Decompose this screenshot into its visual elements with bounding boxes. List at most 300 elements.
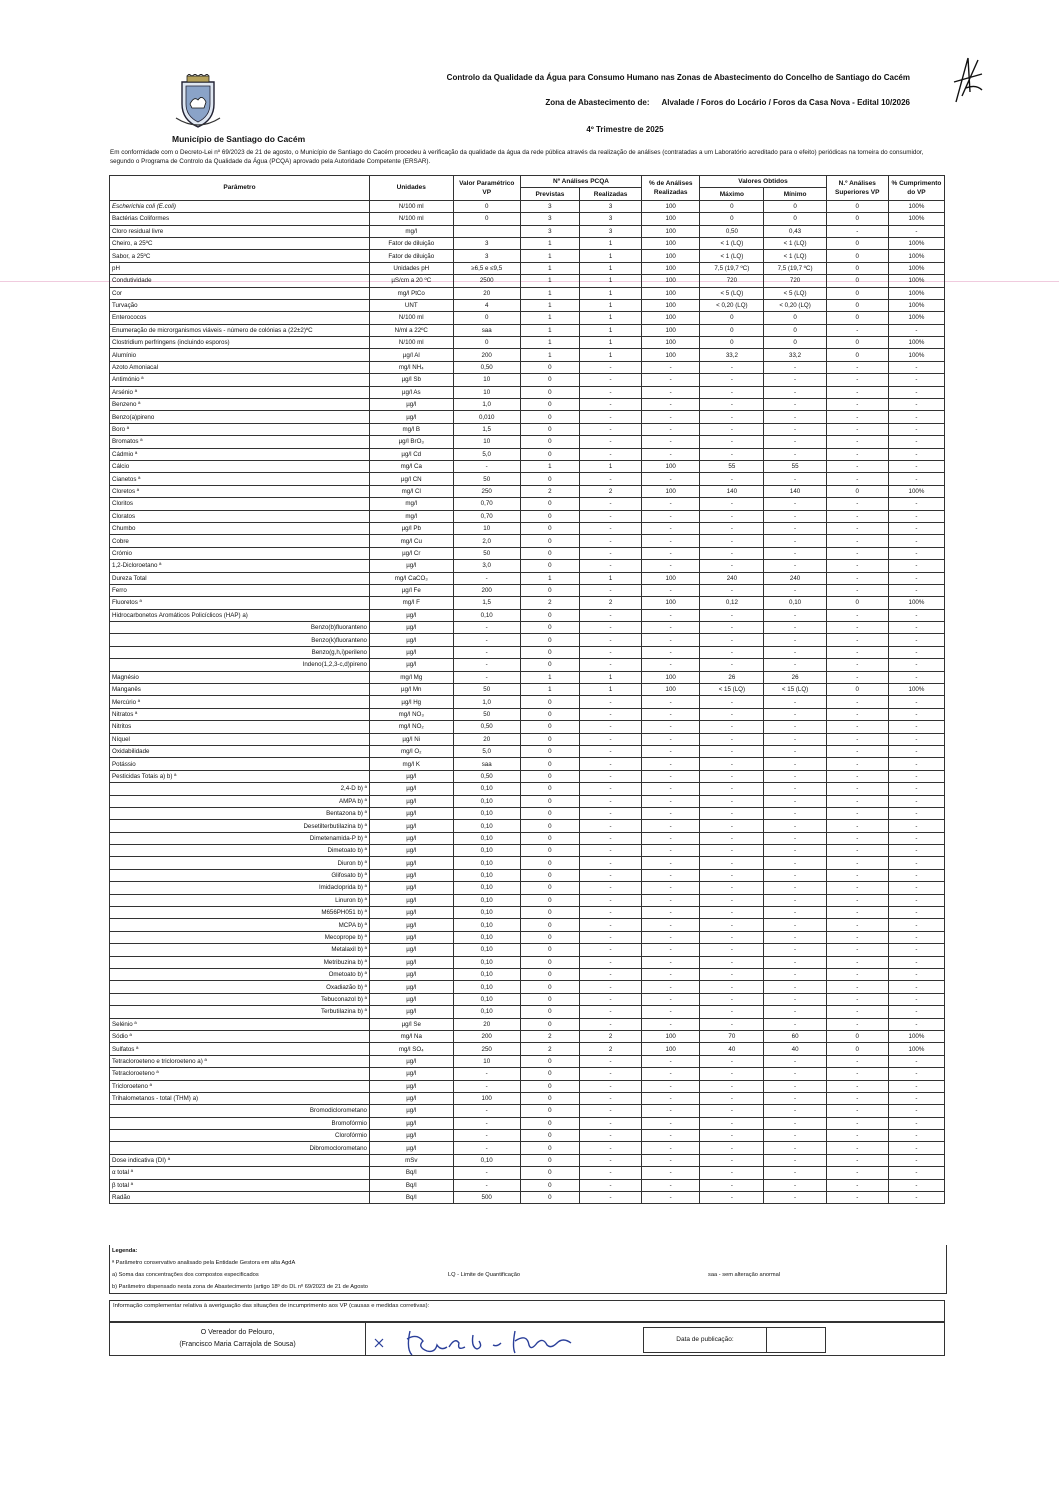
units-cell: µg/l xyxy=(369,1006,453,1018)
pct-cell: - xyxy=(642,622,700,634)
table-row xyxy=(110,213,945,225)
pct-cell: - xyxy=(642,1192,700,1204)
compliance-cell: - xyxy=(888,993,944,1005)
units-cell: µS/cm a 20 ºC xyxy=(369,275,453,287)
min-cell: - xyxy=(764,1179,826,1191)
vp-cell: - xyxy=(453,1179,520,1191)
parameter-cell: Dose indicativa (DI) ª xyxy=(110,1154,370,1166)
col-header-vp: Valor Paramétrico VP xyxy=(453,176,520,201)
legend-note-sum: a) Soma das concentrações dos compostos especificados xyxy=(112,1272,259,1278)
parameter-cell: Desetilterbutilazina b) ª xyxy=(110,820,370,832)
pct-cell: - xyxy=(642,882,700,894)
max-cell: - xyxy=(700,448,764,460)
compliance-cell: - xyxy=(888,894,944,906)
above-vp-cell: - xyxy=(826,882,888,894)
pct-cell: - xyxy=(642,498,700,510)
vp-cell: 10 xyxy=(453,374,520,386)
table-row xyxy=(110,1006,945,1018)
compliance-cell: - xyxy=(888,1167,944,1179)
vp-cell: 0,50 xyxy=(453,361,520,373)
performed-cell: - xyxy=(579,745,641,757)
max-cell: - xyxy=(700,547,764,559)
min-cell: - xyxy=(764,708,826,720)
table-row xyxy=(110,250,945,262)
max-cell: - xyxy=(700,981,764,993)
vp-cell: 50 xyxy=(453,708,520,720)
performed-cell: - xyxy=(579,820,641,832)
parameter-cell: Cianetos ª xyxy=(110,473,370,485)
units-cell: mg/l xyxy=(369,225,453,237)
pct-cell: - xyxy=(642,832,700,844)
vp-cell: 0,10 xyxy=(453,820,520,832)
pct-cell: - xyxy=(642,845,700,857)
vp-cell: 0,10 xyxy=(453,981,520,993)
table-row xyxy=(110,1018,945,1030)
compliance-cell: 100% xyxy=(888,275,944,287)
compliance-cell: - xyxy=(888,448,944,460)
units-cell: N/ml a 22ºC xyxy=(369,324,453,336)
units-cell: µg/l xyxy=(369,869,453,881)
above-vp-cell: - xyxy=(826,1055,888,1067)
table-row xyxy=(110,708,945,720)
compliance-cell: 100% xyxy=(888,1030,944,1042)
performed-cell: - xyxy=(579,993,641,1005)
parameter-cell: Dimetenamida-P b) ª xyxy=(110,832,370,844)
planned-cell: 0 xyxy=(520,1055,579,1067)
max-cell: < 0,20 (LQ) xyxy=(700,299,764,311)
compliance-cell: - xyxy=(888,981,944,993)
performed-cell: - xyxy=(579,659,641,671)
planned-cell: 1 xyxy=(520,237,579,249)
max-cell: - xyxy=(700,832,764,844)
min-cell: - xyxy=(764,820,826,832)
performed-cell: - xyxy=(579,609,641,621)
parameter-cell: M656PH051 b) ª xyxy=(110,907,370,919)
units-cell: N/100 ml xyxy=(369,312,453,324)
compliance-cell: - xyxy=(888,758,944,770)
vp-cell: 20 xyxy=(453,1018,520,1030)
parameter-cell: Cloretos ª xyxy=(110,485,370,497)
pct-cell: - xyxy=(642,1068,700,1080)
above-vp-cell: - xyxy=(826,1192,888,1204)
planned-cell: 0 xyxy=(520,857,579,869)
compliance-cell: - xyxy=(888,708,944,720)
compliance-cell: - xyxy=(888,907,944,919)
max-cell: - xyxy=(700,907,764,919)
units-cell: µg/l Hg xyxy=(369,696,453,708)
parameter-cell: Pesticidas Totais a) b) ª xyxy=(110,770,370,782)
vp-cell: - xyxy=(453,460,520,472)
min-cell: 40 xyxy=(764,1043,826,1055)
max-cell: - xyxy=(700,1068,764,1080)
above-vp-cell: 0 xyxy=(826,213,888,225)
units-cell: mg/l B xyxy=(369,423,453,435)
compliance-cell: - xyxy=(888,436,944,448)
zone-label: Zona de Abastecimento de: xyxy=(545,98,650,107)
planned-cell: 1 xyxy=(520,671,579,683)
units-cell: µg/l xyxy=(369,634,453,646)
min-cell: - xyxy=(764,882,826,894)
planned-cell: 0 xyxy=(520,411,579,423)
parameter-cell: Alumínio xyxy=(110,349,370,361)
compliance-cell: - xyxy=(888,931,944,943)
above-vp-cell: - xyxy=(826,547,888,559)
parameter-cell: Tetracloroeteno ª xyxy=(110,1068,370,1080)
compliance-cell: 100% xyxy=(888,237,944,249)
above-vp-cell: - xyxy=(826,956,888,968)
max-cell: 26 xyxy=(700,671,764,683)
units-cell: µg/l xyxy=(369,832,453,844)
min-cell: - xyxy=(764,931,826,943)
planned-cell: 1 xyxy=(520,349,579,361)
above-vp-cell: - xyxy=(826,981,888,993)
above-vp-cell: - xyxy=(826,473,888,485)
performed-cell: - xyxy=(579,560,641,572)
compliance-cell: - xyxy=(888,969,944,981)
units-cell: mg/l xyxy=(369,498,453,510)
vp-cell: 0,70 xyxy=(453,510,520,522)
compliance-cell: - xyxy=(888,560,944,572)
vp-cell: 0,10 xyxy=(453,931,520,943)
compliance-cell: - xyxy=(888,857,944,869)
pct-cell: 100 xyxy=(642,287,700,299)
vp-cell: saa xyxy=(453,324,520,336)
above-vp-cell: - xyxy=(826,708,888,720)
min-cell: - xyxy=(764,386,826,398)
min-cell: < 5 (LQ) xyxy=(764,287,826,299)
above-vp-cell: 0 xyxy=(826,200,888,212)
above-vp-cell: - xyxy=(826,1080,888,1092)
min-cell: - xyxy=(764,721,826,733)
planned-cell: 0 xyxy=(520,758,579,770)
performed-cell: 2 xyxy=(579,1043,641,1055)
performed-cell: - xyxy=(579,1142,641,1154)
table-row xyxy=(110,696,945,708)
max-cell: - xyxy=(700,436,764,448)
planned-cell: 0 xyxy=(520,386,579,398)
compliance-cell: - xyxy=(888,498,944,510)
compliance-cell: 100% xyxy=(888,337,944,349)
table-row xyxy=(110,969,945,981)
compliance-cell: - xyxy=(888,535,944,547)
planned-cell: 0 xyxy=(520,820,579,832)
signatory-block xyxy=(110,1323,366,1355)
compliance-cell: 100% xyxy=(888,485,944,497)
max-cell: - xyxy=(700,498,764,510)
units-cell: µg/l xyxy=(369,993,453,1005)
table-row xyxy=(110,832,945,844)
vp-cell: 20 xyxy=(453,287,520,299)
parameter-cell: Nitratos ª xyxy=(110,708,370,720)
units-cell: mg/l K xyxy=(369,758,453,770)
planned-cell: 0 xyxy=(520,783,579,795)
units-cell: Bq/l xyxy=(369,1167,453,1179)
pct-cell: 100 xyxy=(642,225,700,237)
above-vp-cell: 0 xyxy=(826,485,888,497)
min-cell: - xyxy=(764,857,826,869)
zone-value: Alvalade / Foros do Locário / Foros da Casa Nova - Edital 10/2026 xyxy=(661,98,910,107)
compliance-cell: - xyxy=(888,609,944,621)
table-row xyxy=(110,423,945,435)
max-cell: - xyxy=(700,708,764,720)
parameter-cell: Sódio ª xyxy=(110,1030,370,1042)
parameter-cell: Bromodiclorometano xyxy=(110,1105,370,1117)
min-cell: 0,10 xyxy=(764,597,826,609)
performed-cell: - xyxy=(579,522,641,534)
performed-cell: 3 xyxy=(579,225,641,237)
vp-cell: 0,10 xyxy=(453,944,520,956)
planned-cell: 0 xyxy=(520,1192,579,1204)
pct-cell: - xyxy=(642,361,700,373)
planned-cell: 0 xyxy=(520,361,579,373)
table-row xyxy=(110,1092,945,1104)
pct-cell: - xyxy=(642,745,700,757)
above-vp-cell: - xyxy=(826,535,888,547)
min-cell: - xyxy=(764,944,826,956)
table-row xyxy=(110,783,945,795)
units-cell: µg/l xyxy=(369,981,453,993)
legend-note-conservative: ª Parâmetro conservativo analisado pela Entidade Gestora em alta AgdA xyxy=(112,1260,296,1266)
parameter-cell: Azoto Amoniacal xyxy=(110,361,370,373)
vp-cell: 5,0 xyxy=(453,745,520,757)
units-cell: Fator de diluição xyxy=(369,250,453,262)
planned-cell: 0 xyxy=(520,448,579,460)
pct-cell: - xyxy=(642,584,700,596)
performed-cell: - xyxy=(579,1130,641,1142)
units-cell: N/100 ml xyxy=(369,213,453,225)
table-row xyxy=(110,1167,945,1179)
pct-cell: 100 xyxy=(642,213,700,225)
table-row xyxy=(110,1030,945,1042)
compliance-cell: - xyxy=(888,1192,944,1204)
pct-cell: - xyxy=(642,473,700,485)
planned-cell: 0 xyxy=(520,1092,579,1104)
vp-cell: 200 xyxy=(453,1030,520,1042)
vp-cell: 0,10 xyxy=(453,969,520,981)
parameter-cell: Manganês xyxy=(110,684,370,696)
pct-cell: - xyxy=(642,894,700,906)
compliance-cell: - xyxy=(888,584,944,596)
compliance-cell: - xyxy=(888,225,944,237)
max-cell: - xyxy=(700,423,764,435)
units-cell: µg/l Cr xyxy=(369,547,453,559)
max-cell: - xyxy=(700,795,764,807)
max-cell: - xyxy=(700,869,764,881)
parameter-cell: Mecoprope b) ª xyxy=(110,931,370,943)
table-row xyxy=(110,200,945,212)
performed-cell: - xyxy=(579,1068,641,1080)
pct-cell: 100 xyxy=(642,572,700,584)
above-vp-cell: - xyxy=(826,696,888,708)
compliance-cell: - xyxy=(888,869,944,881)
units-cell: µg/l Fe xyxy=(369,584,453,596)
vp-cell: 0,10 xyxy=(453,832,520,844)
max-cell: - xyxy=(700,770,764,782)
table-row xyxy=(110,485,945,497)
parameter-cell: Cobre xyxy=(110,535,370,547)
min-cell: 0 xyxy=(764,213,826,225)
units-cell: µg/l xyxy=(369,783,453,795)
parameter-cell: Benzo(k)fluoranteno xyxy=(110,634,370,646)
table-row xyxy=(110,845,945,857)
parameter-cell: Cádmio ª xyxy=(110,448,370,460)
units-cell: Fator de diluição xyxy=(369,237,453,249)
planned-cell: 0 xyxy=(520,770,579,782)
min-cell: - xyxy=(764,535,826,547)
pct-cell: 100 xyxy=(642,299,700,311)
above-vp-cell: - xyxy=(826,770,888,782)
compliance-cell: - xyxy=(888,1006,944,1018)
table-row xyxy=(110,622,945,634)
vp-cell: 2,0 xyxy=(453,535,520,547)
vp-cell: 1,0 xyxy=(453,696,520,708)
units-cell: µg/l Cd xyxy=(369,448,453,460)
vp-cell: 200 xyxy=(453,584,520,596)
min-cell: 720 xyxy=(764,275,826,287)
table-row xyxy=(110,584,945,596)
above-vp-cell: 0 xyxy=(826,299,888,311)
performed-cell: - xyxy=(579,1092,641,1104)
performed-cell: - xyxy=(579,622,641,634)
min-cell: - xyxy=(764,795,826,807)
pct-cell: 100 xyxy=(642,200,700,212)
units-cell: µg/l xyxy=(369,882,453,894)
vp-cell: 250 xyxy=(453,1043,520,1055)
above-vp-cell: - xyxy=(826,1105,888,1117)
pct-cell: - xyxy=(642,1179,700,1191)
compliance-cell: 100% xyxy=(888,250,944,262)
performed-cell: 1 xyxy=(579,275,641,287)
above-vp-cell: - xyxy=(826,659,888,671)
above-vp-cell: - xyxy=(826,1117,888,1129)
above-vp-cell: - xyxy=(826,1018,888,1030)
min-cell: - xyxy=(764,807,826,819)
min-cell: < 1 (LQ) xyxy=(764,237,826,249)
planned-cell: 0 xyxy=(520,1179,579,1191)
parameter-cell: Cloritos xyxy=(110,498,370,510)
min-cell: - xyxy=(764,1154,826,1166)
table-row xyxy=(110,733,945,745)
vp-cell: - xyxy=(453,634,520,646)
above-vp-cell: 0 xyxy=(826,1030,888,1042)
above-vp-cell: - xyxy=(826,411,888,423)
units-cell: mg/l Mg xyxy=(369,671,453,683)
max-cell: - xyxy=(700,399,764,411)
performed-cell: - xyxy=(579,1006,641,1018)
performed-cell: - xyxy=(579,646,641,658)
performed-cell: - xyxy=(579,510,641,522)
units-cell: µg/l xyxy=(369,659,453,671)
planned-cell: 1 xyxy=(520,460,579,472)
min-cell: - xyxy=(764,745,826,757)
compliance-cell: - xyxy=(888,783,944,795)
max-cell: 0 xyxy=(700,337,764,349)
min-cell: - xyxy=(764,547,826,559)
parameter-cell: Imidacloprida b) ª xyxy=(110,882,370,894)
above-vp-cell: 0 xyxy=(826,597,888,609)
compliance-cell: - xyxy=(888,411,944,423)
pct-cell: - xyxy=(642,956,700,968)
vp-cell: 0,10 xyxy=(453,783,520,795)
max-cell: - xyxy=(700,646,764,658)
max-cell: - xyxy=(700,944,764,956)
performed-cell: - xyxy=(579,1167,641,1179)
performed-cell: - xyxy=(579,1055,641,1067)
units-cell: µg/l Ni xyxy=(369,733,453,745)
above-vp-cell: - xyxy=(826,993,888,1005)
planned-cell: 0 xyxy=(520,919,579,931)
compliance-cell: - xyxy=(888,807,944,819)
planned-cell: 0 xyxy=(520,522,579,534)
pct-cell: 100 xyxy=(642,684,700,696)
pct-cell: - xyxy=(642,386,700,398)
performed-cell: 1 xyxy=(579,262,641,274)
table-row xyxy=(110,498,945,510)
planned-cell: 0 xyxy=(520,423,579,435)
compliance-cell: - xyxy=(888,1142,944,1154)
max-cell: < 1 (LQ) xyxy=(700,237,764,249)
units-cell: µg/l xyxy=(369,1117,453,1129)
table-row xyxy=(110,919,945,931)
max-cell: - xyxy=(700,696,764,708)
above-vp-cell: - xyxy=(826,857,888,869)
performed-cell: - xyxy=(579,795,641,807)
above-vp-cell: - xyxy=(826,733,888,745)
planned-cell: 0 xyxy=(520,1080,579,1092)
above-vp-cell: - xyxy=(826,361,888,373)
col-header-max: Máximo xyxy=(700,188,764,200)
table-row xyxy=(110,931,945,943)
compliance-cell: - xyxy=(888,721,944,733)
vp-cell: - xyxy=(453,1117,520,1129)
units-cell: µg/l CN xyxy=(369,473,453,485)
parameter-cell: Mercúrio ª xyxy=(110,696,370,708)
col-header-n-analyses: Nº Análises PCQA xyxy=(520,176,641,188)
above-vp-cell: - xyxy=(826,745,888,757)
table-row xyxy=(110,572,945,584)
max-cell: - xyxy=(700,522,764,534)
parameter-cell: Ometoato b) ª xyxy=(110,969,370,981)
units-cell: µg/l xyxy=(369,931,453,943)
parameter-cell: Potássio xyxy=(110,758,370,770)
compliance-cell: - xyxy=(888,423,944,435)
compliance-cell: 100% xyxy=(888,262,944,274)
parameter-cell: Bromofórmio xyxy=(110,1117,370,1129)
planned-cell: 0 xyxy=(520,795,579,807)
min-cell: 140 xyxy=(764,485,826,497)
parameter-cell: Radão xyxy=(110,1192,370,1204)
planned-cell: 0 xyxy=(520,646,579,658)
planned-cell: 0 xyxy=(520,584,579,596)
compliance-cell: - xyxy=(888,733,944,745)
handwritten-signature xyxy=(365,1325,605,1357)
planned-cell: 0 xyxy=(520,473,579,485)
above-vp-cell: - xyxy=(826,1154,888,1166)
planned-cell: 0 xyxy=(520,1117,579,1129)
pct-cell: - xyxy=(642,758,700,770)
min-cell: - xyxy=(764,1068,826,1080)
performed-cell: - xyxy=(579,733,641,745)
performed-cell: - xyxy=(579,944,641,956)
pct-cell: - xyxy=(642,907,700,919)
above-vp-cell: - xyxy=(826,1179,888,1191)
parameter-cell: Antimónio ª xyxy=(110,374,370,386)
max-cell: - xyxy=(700,956,764,968)
max-cell: - xyxy=(700,622,764,634)
min-cell: 55 xyxy=(764,460,826,472)
vp-cell: - xyxy=(453,1142,520,1154)
min-cell: - xyxy=(764,845,826,857)
